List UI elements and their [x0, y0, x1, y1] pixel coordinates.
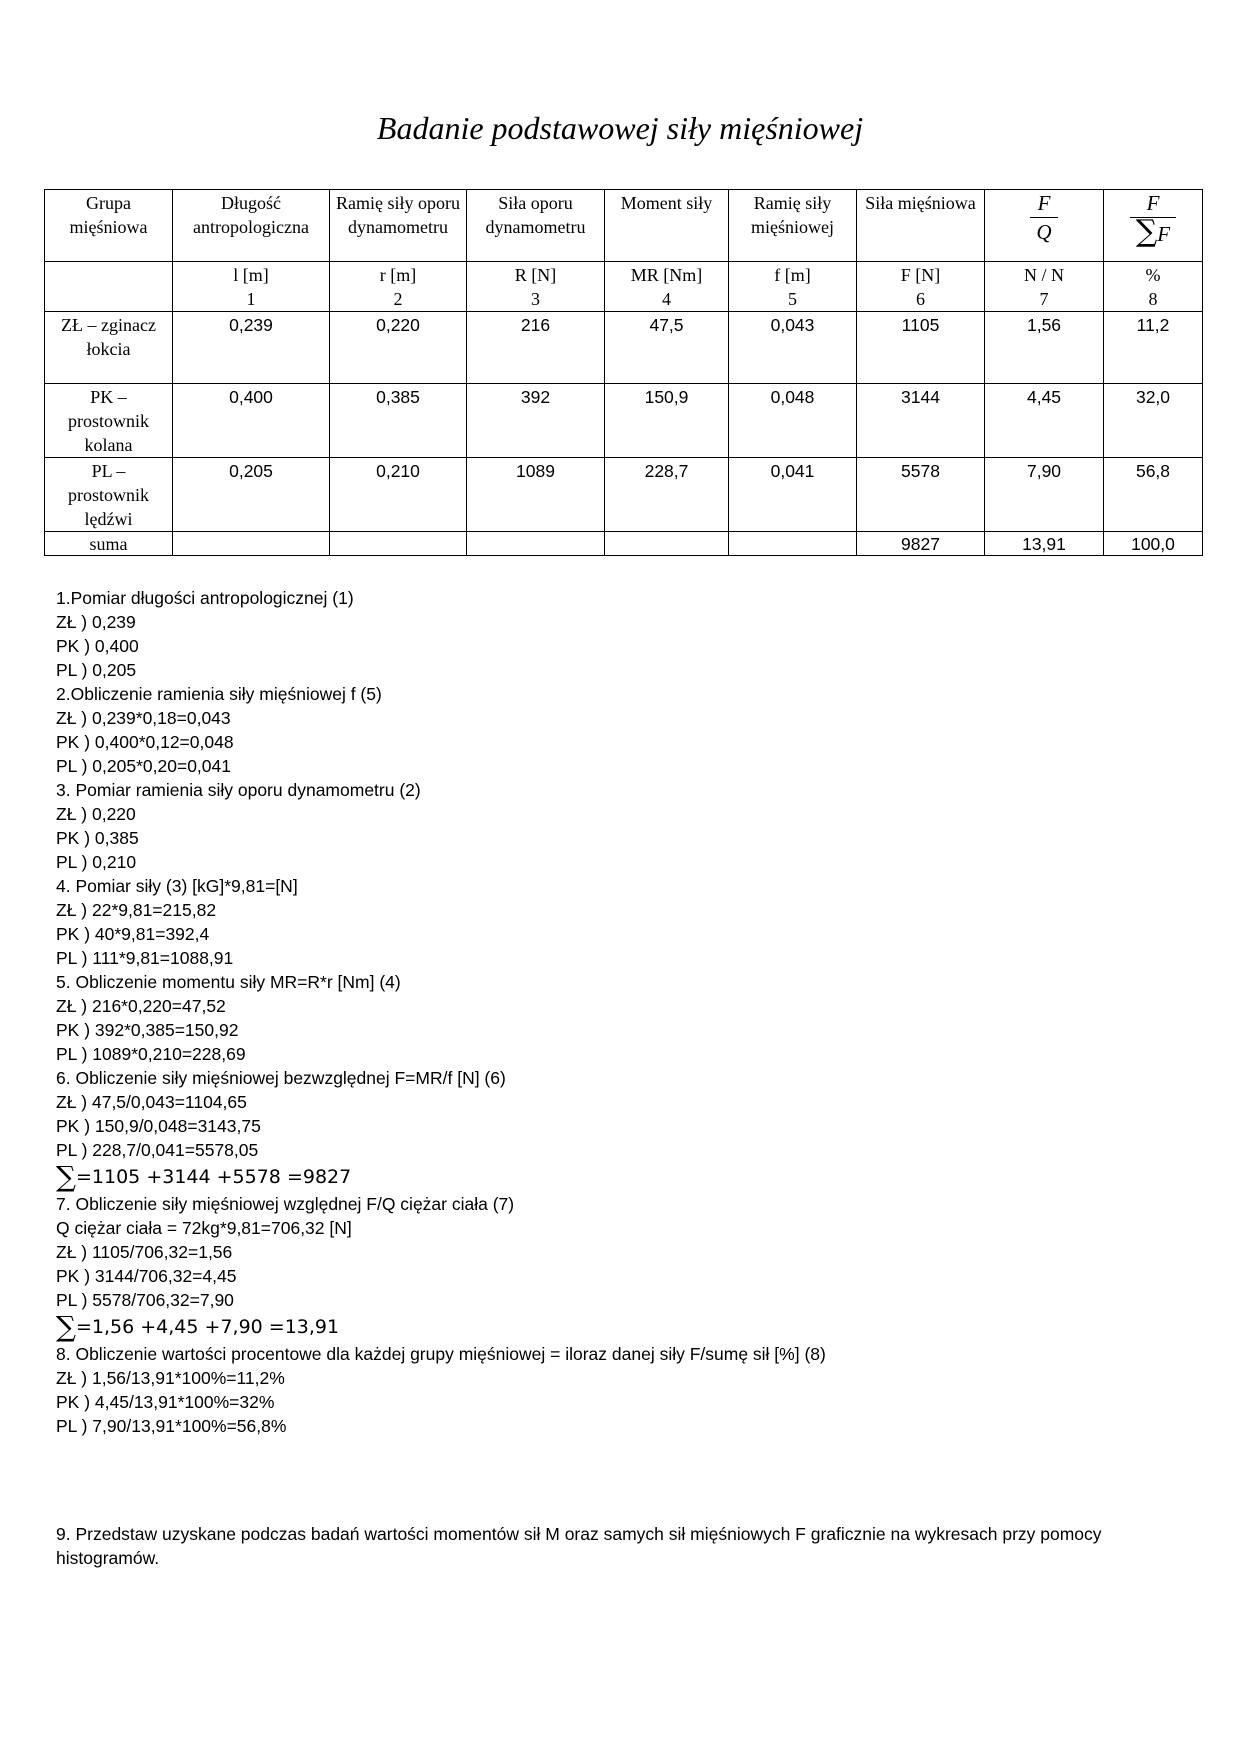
value-cell: 4,45 [985, 384, 1104, 458]
header-cell: Siła mięśniowa [857, 190, 985, 262]
note-line: 3. Pomiar ramienia siły oporu dynamometru (2) [56, 780, 421, 800]
note-line: PK ) 40*9,81=392,4 [56, 924, 210, 944]
note-line: PK ) 0,400*0,12=0,048 [56, 732, 234, 752]
note-line: PL ) 0,210 [56, 852, 137, 872]
value-cell: 5578 [857, 458, 985, 532]
note-line: PK ) 392*0,385=150,92 [56, 1020, 239, 1040]
value-cell: 47,5 [605, 312, 729, 384]
muscle-strength-table [44, 189, 1203, 556]
table-row [45, 458, 1203, 532]
sigma-symbol: ∑ [56, 1160, 76, 1193]
value-cell: 216 [467, 312, 605, 384]
group-cell: PK – prostownik kolana [45, 384, 173, 458]
value-cell: 7,90 [985, 458, 1104, 532]
header-cell: Długość antropologiczna [173, 190, 330, 262]
value-cell: 3144 [857, 384, 985, 458]
header-cell-fraction-f-sum [1104, 190, 1203, 262]
table-row [45, 312, 1203, 384]
note-line: PL ) 5578/706,32=7,90 [56, 1290, 234, 1310]
note-line: 5. Obliczenie momentu siły MR=R*r [Nm] (4) [56, 972, 401, 992]
task-9-instruction: 9. Przedstaw uzyskane podczas badań wartości momentów sił M oraz samych sił mięśniowych F graficznie na wykresach przy pomocy histogramów. [56, 1524, 1102, 1568]
unit-cell: f [m] 5 [729, 262, 857, 312]
group-cell: ZŁ – zginacz łokcia [45, 312, 173, 384]
note-line: PK ) 0,400 [56, 636, 139, 656]
sum-cell [467, 532, 605, 556]
note-line: ZŁ ) 0,239 [56, 612, 136, 632]
note-line: ZŁ ) 22*9,81=215,82 [56, 900, 217, 920]
header-cell: Siła oporu dynamometru [467, 190, 605, 262]
note-line: ZŁ ) 216*0,220=47,52 [56, 996, 226, 1016]
sum-equation-relative: ∑=1,56 +4,45 +7,90 =13,91 [56, 1310, 340, 1343]
note-line: PK ) 4,45/13,91*100%=32% [56, 1392, 275, 1412]
note-line: PL ) 1089*0,210=228,69 [56, 1044, 246, 1064]
sum-cell: 100,0 [1104, 532, 1203, 556]
sum-cell [605, 532, 729, 556]
value-cell: 150,9 [605, 384, 729, 458]
note-line: 6. Obliczenie siły mięśniowej bezwzględnej F=MR/f [N] (6) [56, 1068, 506, 1088]
value-cell: 0,239 [173, 312, 330, 384]
table-row [45, 384, 1203, 458]
note-line: PL ) 7,90/13,91*100%=56,8% [56, 1416, 287, 1436]
note-line: PL ) 0,205 [56, 660, 137, 680]
value-cell: 1,56 [985, 312, 1104, 384]
note-line: ZŁ ) 47,5/0,043=1104,65 [56, 1092, 247, 1112]
unit-cell: l [m] 1 [173, 262, 330, 312]
sum-row [45, 532, 1203, 556]
sigma-symbol: ∑ [1135, 214, 1158, 249]
unit-cell [45, 262, 173, 312]
unit-cell: F [N] 6 [857, 262, 985, 312]
value-cell: 0,048 [729, 384, 857, 458]
document-title: Badanie podstawowej siły mięśniowej [376, 110, 864, 146]
group-cell: PL – prostownik lędźwi [45, 458, 173, 532]
note-line: PL ) 111*9,81=1088,91 [56, 948, 234, 968]
value-cell: 0,400 [173, 384, 330, 458]
value-cell: 1105 [857, 312, 985, 384]
note-line: ZŁ ) 1,56/13,91*100%=11,2% [56, 1368, 285, 1388]
value-cell: 0,041 [729, 458, 857, 532]
value-cell: 11,2 [1104, 312, 1203, 384]
calculation-notes [56, 586, 1196, 1438]
note-line: 4. Pomiar siły (3) [kG]*9,81=[N] [56, 876, 298, 896]
note-line: 2.Obliczenie ramienia siły mięśniowej f (5) [56, 684, 382, 704]
unit-cell: N / N 7 [985, 262, 1104, 312]
sum-cell [729, 532, 857, 556]
header-cell: Ramię siły oporu dynamometru [330, 190, 467, 262]
sum-equation-force: ∑=1105 +3144 +5578 =9827 [56, 1160, 352, 1193]
value-cell: 0,385 [330, 384, 467, 458]
sum-cell: 13,91 [985, 532, 1104, 556]
note-line: ZŁ ) 0,239*0,18=0,043 [56, 708, 231, 728]
sum-cell [173, 532, 330, 556]
value-cell: 0,220 [330, 312, 467, 384]
value-cell: 392 [467, 384, 605, 458]
note-line: 8. Obliczenie wartości procentowe dla każdej grupy mięśniowej = iloraz danej siły F/sumę sił [%] (8) [56, 1344, 826, 1364]
sum-label: suma [45, 532, 173, 556]
note-line: 7. Obliczenie siły mięśniowej względnej F/Q ciężar ciała (7) [56, 1194, 515, 1214]
unit-cell: MR [Nm] 4 [605, 262, 729, 312]
note-line: PL ) 228,7/0,041=5578,05 [56, 1140, 259, 1160]
header-cell-fraction-f-q [985, 190, 1104, 262]
unit-cell: R [N] 3 [467, 262, 605, 312]
unit-cell: r [m] 2 [330, 262, 467, 312]
unit-cell: % 8 [1104, 262, 1203, 312]
sigma-symbol: ∑ [56, 1310, 76, 1343]
value-cell: 228,7 [605, 458, 729, 532]
value-cell: 56,8 [1104, 458, 1203, 532]
value-cell: 0,210 [330, 458, 467, 532]
header-cell: Ramię siły mięśniowej [729, 190, 857, 262]
note-line: PK ) 150,9/0,048=3143,75 [56, 1116, 261, 1136]
note-line: ZŁ ) 1105/706,32=1,56 [56, 1242, 233, 1262]
sum-cell [330, 532, 467, 556]
note-line: ZŁ ) 0,220 [56, 804, 136, 824]
note-line: PL ) 0,205*0,20=0,041 [56, 756, 231, 776]
fraction-f-over-q: $\frac{F}{Q}$ [1030, 191, 1057, 244]
sum-cell: 9827 [857, 532, 985, 556]
header-cell: Grupa mięśniowa [45, 190, 173, 262]
value-cell: 0,043 [729, 312, 857, 384]
value-cell: 1089 [467, 458, 605, 532]
header-row [45, 190, 1203, 262]
header-cell: Moment siły [605, 190, 729, 262]
note-line: 1.Pomiar długości antropologicznej (1) [56, 588, 354, 608]
value-cell: 0,205 [173, 458, 330, 532]
units-row [45, 262, 1203, 312]
value-cell: 32,0 [1104, 384, 1203, 458]
fraction-f-over-sum-f: $\frac{F}{\sum F}$ [1130, 191, 1176, 246]
note-line: Q ciężar ciała = 72kg*9,81=706,32 [N] [56, 1218, 352, 1238]
note-line: PK ) 0,385 [56, 828, 139, 848]
note-line: PK ) 3144/706,32=4,45 [56, 1266, 237, 1286]
